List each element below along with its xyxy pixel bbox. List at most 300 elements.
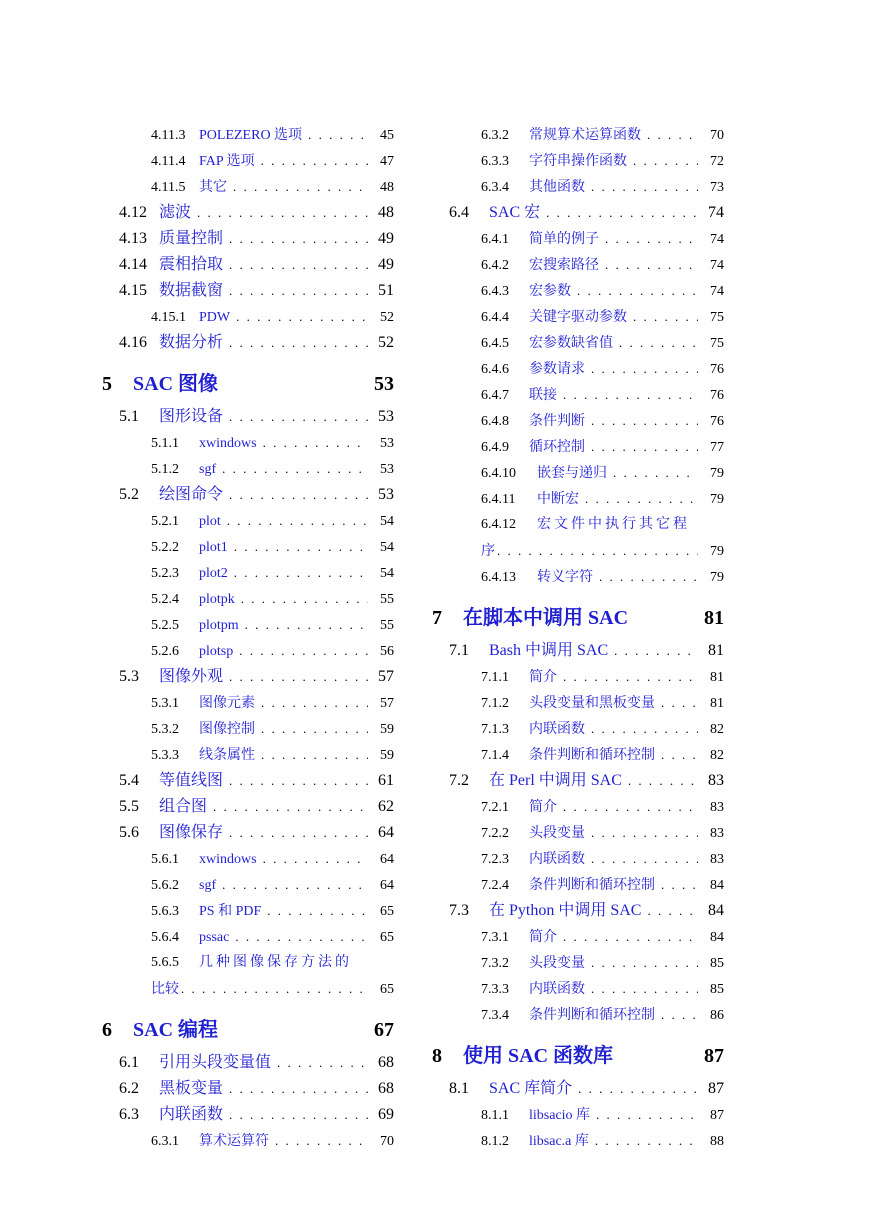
toc-entry-number: 5.2 [119,486,139,503]
toc-leader-dots [591,976,698,1002]
toc-entry[interactable] [430,1102,724,1128]
toc-leader-dots [229,820,368,846]
toc-entry-link[interactable]: plot1 [199,540,228,555]
toc-entry-link[interactable]: plotpk [199,592,235,607]
toc-left-column [100,122,394,1154]
toc-entry-number: 7.1.1 [481,670,509,685]
toc-entry-link[interactable]: 序 [481,544,495,559]
toc-page-number: 70 [710,128,724,143]
toc-entry-link[interactable]: 简介 [529,930,557,945]
toc-entry[interactable] [430,872,724,898]
toc-entry-link[interactable]: SAC 图像 [133,373,219,395]
toc-page-number: 77 [710,440,724,455]
toc-entry[interactable] [100,1050,394,1076]
toc-page-number: 83 [710,852,724,867]
toc-page-number: 84 [708,902,724,919]
toc-entry-link[interactable]: 其他函数 [529,180,585,195]
toc-leader-dots [261,742,368,768]
toc-entry-number: 5.2.2 [151,540,179,555]
toc-page-number: 62 [378,798,394,815]
toc-entry[interactable] [430,538,724,564]
toc-entry-link[interactable]: 引用头段变量值 [159,1054,272,1071]
toc-leader-dots [591,716,698,742]
toc-entry-link[interactable]: 图像控制 [199,722,255,737]
toc-entry-number: 4.11.3 [151,128,186,143]
toc-entry-link[interactable]: libsac.a 库 [529,1134,589,1149]
toc-page-number: 54 [380,514,394,529]
toc-page-number: 74 [710,232,724,247]
toc-page-number: 76 [710,414,724,429]
toc-leader-dots [614,638,698,664]
toc-entry[interactable] [430,716,724,742]
toc-chapter-entry[interactable] [100,1012,394,1048]
toc-leader-dots [234,534,368,560]
toc-leader-dots [613,460,698,486]
toc-entry-link[interactable]: sgf [199,878,217,893]
toc-right-column [430,122,724,1154]
toc-entry[interactable] [430,434,724,460]
toc-entry[interactable] [100,508,394,534]
toc-entry-number: 7.1.4 [481,748,509,763]
toc-entry-number: 6.3.2 [481,128,509,143]
toc-leader-dots [234,560,368,586]
toc-entry[interactable] [430,820,724,846]
toc-entry-link[interactable]: 宏搜索路径 [529,258,599,273]
toc-entry-link[interactable]: 等值线图 [159,772,224,789]
toc-entry-number: 7.3 [449,902,469,919]
toc-entry[interactable] [430,846,724,872]
toc-entry-link[interactable]: 内联函数 [529,982,585,997]
toc-chapter-entry[interactable] [100,366,394,402]
toc-entry-link[interactable]: 常规算术运算函数 [529,128,641,143]
toc-entry[interactable] [430,460,724,486]
toc-entry[interactable] [100,664,394,690]
toc-entry-link[interactable]: 条件判断和循环控制 [529,748,655,763]
toc-entry-link[interactable]: 黑板变量 [159,1080,224,1097]
toc-chapter-entry[interactable] [430,600,724,636]
toc-entry-link[interactable]: FAP 选项 [199,154,255,169]
toc-entry-number: 6.3 [119,1106,139,1123]
toc-page-number: 82 [710,722,724,737]
toc-page-number: 49 [378,230,394,247]
toc-entry-number: 7 [432,607,442,629]
toc-entry-link[interactable]: 条件判断和循环控制 [529,1008,655,1023]
toc-entry-link[interactable]: 数据分析 [159,334,224,351]
toc-entry-link[interactable]: plot2 [199,566,228,581]
toc-entry[interactable] [430,382,724,408]
toc-entry-link[interactable]: 条件判断和循环控制 [529,878,655,893]
toc-entry-link[interactable]: 中断宏 [537,492,579,507]
toc-leader-dots [229,768,368,794]
toc-entry-number: 6.4.11 [481,492,516,507]
toc-entry-number: 6.4.7 [481,388,509,403]
toc-leader-dots [619,330,698,356]
toc-leader-dots [245,612,368,638]
toc-entry-link[interactable]: 循环控制 [529,440,585,455]
toc-leader-dots [229,1102,368,1128]
toc-entry-link[interactable]: plotsp [199,644,234,659]
toc-page-number: 76 [710,388,724,403]
toc-entry[interactable] [430,278,724,304]
toc-leader-dots [585,486,698,512]
toc-leader-dots [591,434,698,460]
toc-entry[interactable] [100,638,394,664]
toc-page-number: 70 [380,1134,394,1149]
toc-entry[interactable] [430,356,724,382]
toc-entry[interactable] [100,482,394,508]
toc-entry[interactable] [430,1128,724,1154]
toc-entry-link[interactable]: 内联函数 [159,1106,224,1123]
toc-entry[interactable] [100,226,394,252]
toc-entry-link[interactable]: 算术运算符 [199,1134,269,1149]
toc-entry-link[interactable]: 震相拾取 [159,256,224,273]
toc-entry[interactable] [100,872,394,898]
toc-entry-link[interactable]: 在脚本中调用 SAC [463,607,629,629]
toc-entry[interactable] [430,742,724,768]
toc-entry[interactable] [100,560,394,586]
toc-page-number: 75 [710,310,724,325]
toc-entry[interactable] [100,456,394,482]
toc-entry[interactable] [100,200,394,226]
toc-entry[interactable] [430,174,724,200]
toc-entry-link[interactable]: xwindows [199,436,257,451]
toc-entry-number: 5.6 [119,824,139,841]
toc-entry-number: 5.6.4 [151,930,179,945]
toc-entry[interactable] [100,742,394,768]
toc-page-number: 81 [710,696,724,711]
toc-entry-link[interactable]: 滤波 [159,204,192,221]
toc-entry[interactable] [100,794,394,820]
toc-page-number: 84 [710,930,724,945]
toc-leader-dots [267,898,368,924]
toc-leader-dots [229,330,368,356]
toc-entry-link[interactable]: 数据截窗 [159,282,224,299]
toc-entry[interactable] [100,976,394,1002]
toc-entry[interactable] [100,304,394,330]
toc-page-number: 81 [710,670,724,685]
toc-leader-dots [261,716,368,742]
toc-chapter-entry[interactable] [430,1038,724,1074]
toc-entry[interactable] [100,148,394,174]
toc-page-number: 64 [380,878,394,893]
toc-entry-link[interactable]: 联接 [529,388,557,403]
toc-page-number: 57 [380,696,394,711]
toc-page-number: 83 [710,800,724,815]
toc-entry-link[interactable]: libsacio 库 [529,1108,591,1123]
toc-entry[interactable] [100,1128,394,1154]
toc-entry-number: 4.15 [119,282,147,299]
toc-leader-dots [599,564,698,590]
toc-entry-link[interactable]: plot [199,514,221,529]
toc-entry[interactable] [100,404,394,430]
toc-entry-link[interactable]: 质量控制 [159,230,224,247]
toc-leader-dots [235,924,368,950]
toc-entry[interactable] [430,898,724,924]
toc-entry-number: 5.3.3 [151,748,179,763]
toc-entry-number: 6.4.13 [481,570,516,585]
toc-entry-link[interactable]: 简单的例子 [529,232,599,247]
toc-entry-link[interactable]: 在 Python 中调用 SAC [489,902,642,919]
toc-leader-dots [647,898,698,924]
toc-entry-link[interactable]: plotpm [199,618,239,633]
toc-entry[interactable] [430,512,724,538]
toc-page-number: 49 [378,256,394,273]
toc-entry-number: 7.2.2 [481,826,509,841]
toc-entry-number: 7.2.3 [481,852,509,867]
toc-entry-number: 5.6.1 [151,852,179,867]
toc-entry-number: 7.1 [449,642,469,659]
toc-page-number: 85 [710,956,724,971]
toc-entry-link[interactable]: 宏参数缺省值 [529,336,613,351]
toc-entry-number: 7.3.3 [481,982,509,997]
toc-leader-dots [229,278,368,304]
toc-entry-link[interactable]: 宏文件中执行其它程 [537,517,690,532]
toc-entry[interactable] [430,304,724,330]
toc-entry[interactable] [430,768,724,794]
toc-entry-number: 6.3.3 [481,154,509,169]
toc-leader-dots [239,638,368,664]
toc-entry-number: 6.4 [449,204,469,221]
toc-entry-number: 5.5 [119,798,139,815]
toc-entry-link[interactable]: SAC 编程 [133,1019,219,1041]
toc-page-number: 65 [380,930,394,945]
toc-entry-number: 5.4 [119,772,139,789]
toc-entry[interactable] [100,430,394,456]
toc-page-number: 68 [378,1054,394,1071]
toc-page-number: 55 [380,592,394,607]
toc-leader-dots [605,226,698,252]
toc-entry-number: 5.1.2 [151,462,179,477]
toc-entry[interactable] [100,846,394,872]
toc-entry-number: 7.2 [449,772,469,789]
toc-leader-dots [229,404,368,430]
toc-entry-link[interactable]: 线条属性 [199,748,255,763]
toc-entry[interactable] [100,690,394,716]
toc-entry-number: 5.3.2 [151,722,179,737]
toc-leader-dots [628,768,698,794]
toc-leader-dots [213,794,368,820]
toc-entry[interactable] [100,534,394,560]
toc-entry-number: 4.12 [119,204,147,221]
toc-leader-dots [661,1002,698,1028]
toc-leader-dots [222,872,368,898]
toc-leader-dots [229,1076,368,1102]
toc-page-number: 52 [378,334,394,351]
toc-entry-number: 6.4.5 [481,336,509,351]
toc-entry-number: 7.3.2 [481,956,509,971]
toc-entry[interactable] [430,1002,724,1028]
toc-page-number: 79 [710,544,724,559]
toc-entry[interactable] [100,924,394,950]
toc-entry-link[interactable]: 内联函数 [529,722,585,737]
toc-leader-dots [591,174,698,200]
toc-page-number: 67 [374,1019,394,1041]
toc-entry[interactable] [430,122,724,148]
toc-entry[interactable] [430,924,724,950]
toc-leader-dots [277,1050,368,1076]
toc-entry-link[interactable]: 图像元素 [199,696,255,711]
toc-entry[interactable] [430,200,724,226]
toc-entry-number: 7.2.1 [481,800,509,815]
toc-entry[interactable] [100,950,394,976]
toc-entry[interactable] [430,330,724,356]
toc-entry-number: 4.14 [119,256,147,273]
toc-page-number: 61 [378,772,394,789]
toc-entry-link[interactable]: Bash 中调用 SAC [489,642,609,659]
toc-page-number: 65 [380,904,394,919]
toc-entry[interactable] [430,690,724,716]
toc-entry[interactable] [100,278,394,304]
toc-entry[interactable] [430,950,724,976]
toc-entry-link[interactable]: 在 Perl 中调用 SAC [489,772,622,789]
toc-entry-link[interactable]: 参数请求 [529,362,585,377]
toc-entry-link[interactable]: pssac [199,930,230,945]
toc-leader-dots [236,304,368,330]
toc-entry-link[interactable]: 嵌套与递归 [537,466,607,481]
toc-entry-link[interactable]: 头段变量和黑板变量 [529,696,655,711]
toc-entry[interactable] [100,1102,394,1128]
toc-page-number: 64 [378,824,394,841]
toc-entry-number: 6.4.9 [481,440,509,455]
toc-entry-link[interactable]: 简介 [529,670,557,685]
toc-leader-dots [591,820,698,846]
toc-entry-number: 8 [432,1045,442,1067]
toc-entry[interactable] [430,252,724,278]
toc-entry[interactable] [100,174,394,200]
toc-page-number: 59 [380,722,394,737]
toc-leader-dots [591,356,698,382]
toc-entry[interactable] [100,768,394,794]
toc-entry-link[interactable]: 绘图命令 [159,486,224,503]
toc-leader-dots [275,1128,368,1154]
toc-leader-dots [596,1102,698,1128]
toc-entry-number: 7.3.1 [481,930,509,945]
toc-entry-link[interactable]: 图形设备 [159,408,224,425]
toc-entry-link[interactable]: SAC 宏 [489,204,541,221]
toc-entry-link[interactable]: 头段变量 [529,956,585,971]
toc-entry[interactable] [100,252,394,278]
toc-page-number: 53 [378,408,394,425]
toc-leader-dots [229,482,368,508]
toc-leader-dots [546,200,698,226]
toc-entry[interactable] [430,1076,724,1102]
toc-leader-dots [181,976,368,1002]
toc-page-number: 74 [710,284,724,299]
toc-leader-dots [261,148,368,174]
toc-page-number: 82 [710,748,724,763]
toc-entry-link[interactable]: 字符串操作函数 [529,154,627,169]
toc-page-number: 87 [710,1108,724,1123]
toc-leader-dots [661,872,698,898]
toc-entry-link[interactable]: 条件判断 [529,414,585,429]
toc-entry-number: 4.13 [119,230,147,247]
toc-leader-dots [563,794,698,820]
toc-entry-link[interactable]: 比较 [151,982,179,997]
toc-entry-number: 6.4.4 [481,310,509,325]
toc-entry-number: 7.3.4 [481,1008,509,1023]
toc-entry-link[interactable]: 组合图 [159,798,208,815]
toc-entry[interactable] [430,564,724,590]
toc-entry[interactable] [430,638,724,664]
toc-entry-link[interactable]: sgf [199,462,217,477]
toc-entry-number: 6.3.1 [151,1134,179,1149]
toc-entry[interactable] [430,794,724,820]
toc-entry-link[interactable]: POLEZERO 选项 [199,128,303,143]
toc-page-number: 83 [708,772,724,789]
toc-entry[interactable] [100,612,394,638]
toc-entry[interactable] [100,586,394,612]
toc-page-number: 79 [710,492,724,507]
toc-page-number: 72 [710,154,724,169]
toc-leader-dots [497,538,698,564]
toc-entry-number: 5.1 [119,408,139,425]
toc-leader-dots [605,252,698,278]
toc-entry[interactable] [100,330,394,356]
toc-entry-link[interactable]: 图像保存 [159,824,224,841]
toc-entry[interactable] [430,486,724,512]
toc-entry-number: 8.1.1 [481,1108,509,1123]
toc-entry[interactable] [100,1076,394,1102]
toc-entry-link[interactable]: 内联函数 [529,852,585,867]
toc-entry-number: 4.15.1 [151,310,186,325]
toc-entry[interactable] [430,976,724,1002]
toc-entry-link[interactable]: 其它 [199,180,227,195]
toc-entry-link[interactable]: PDW [199,310,231,325]
toc-leader-dots [229,664,368,690]
toc-entry-link[interactable]: 宏参数 [529,284,571,299]
toc-entry[interactable] [430,664,724,690]
toc-entry-link[interactable]: 简介 [529,800,557,815]
toc-leader-dots [661,690,698,716]
toc-entry-link[interactable]: 图像外观 [159,668,224,685]
toc-entry[interactable] [100,820,394,846]
toc-entry[interactable] [100,898,394,924]
toc-entry[interactable] [100,716,394,742]
toc-entry-number: 5.6.3 [151,904,179,919]
toc-leader-dots [591,950,698,976]
toc-entry-number: 6 [102,1019,112,1041]
toc-leader-dots [227,508,368,534]
toc-leader-dots [229,252,368,278]
toc-entry-number: 5.2.6 [151,644,179,659]
toc-entry-number: 7.1.3 [481,722,509,737]
toc-leader-dots [563,664,698,690]
toc-entry-link[interactable]: SAC 库简介 [489,1080,573,1097]
toc-entry[interactable] [430,226,724,252]
toc-entry[interactable] [430,408,724,434]
toc-page-number: 68 [378,1080,394,1097]
toc-entry[interactable] [100,122,394,148]
toc-entry-link[interactable]: 使用 SAC 函数库 [463,1045,614,1067]
toc-page-number: 74 [708,204,724,221]
toc-entry-number: 5.6.5 [151,955,179,970]
toc-leader-dots [633,148,698,174]
toc-entry-number: 6.2 [119,1080,139,1097]
toc-entry-number: 4.16 [119,334,147,351]
toc-entry-link[interactable]: xwindows [199,852,257,867]
toc-entry-link[interactable]: 关键字驱动参数 [529,310,627,325]
toc-entry[interactable] [430,148,724,174]
toc-entry-link[interactable]: 转义字符 [537,570,593,585]
toc-page-number: 76 [710,362,724,377]
toc-entry-link[interactable]: PS 和 PDF [199,904,262,919]
toc-entry-number: 6.4.2 [481,258,509,273]
toc-page-number: 51 [378,282,394,299]
toc-entry-link[interactable]: 几种图像保存方法的 [199,955,352,970]
toc-entry-link[interactable]: 头段变量 [529,826,585,841]
toc-entry-number: 6.4.6 [481,362,509,377]
toc-entry-number: 7.2.4 [481,878,509,893]
